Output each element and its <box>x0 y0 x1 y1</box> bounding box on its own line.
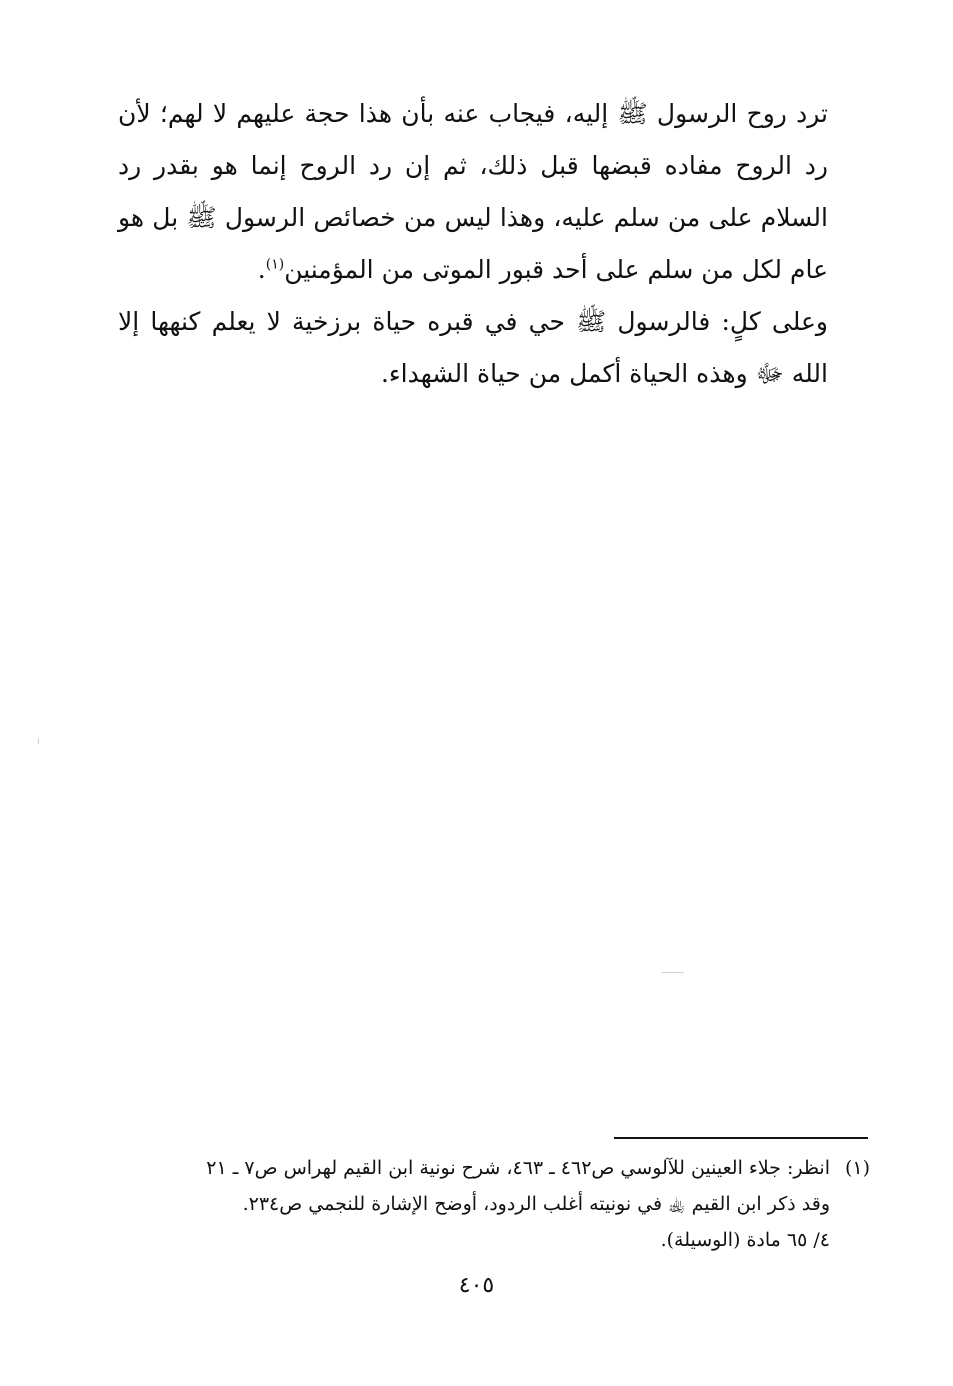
paragraph <box>118 88 828 296</box>
text-line: السلام على من سلم عليه، وهذا ليس من خصائص الرسول ﷺ بل هو <box>118 203 828 232</box>
text-line: رد الروح مفاده قبضها قبل ذلك، ثم إن رد الروح إنما هو بقدر رد <box>118 151 828 180</box>
scan-speck <box>662 972 684 973</box>
footnote <box>118 1150 870 1258</box>
sentence-end: . <box>257 255 266 284</box>
main-text <box>118 88 828 400</box>
footnote-number: (١) <box>844 1157 870 1179</box>
footnote-line: وقد ذكر ابن القيم ﵀ في نونيته أغلب الردود، أوضح الإشارة للنجمي ص٢٣٤. <box>242 1193 830 1215</box>
text-line: وعلى كلٍ: فالرسول ﷺ حي في قبره حياة برزخية لا يعلم كنهها <box>150 307 828 336</box>
text-line: عام لكل من سلم على أحد قبور الموتى من المؤمنين <box>284 255 828 284</box>
scan-speck <box>38 738 39 744</box>
footnote-reference[interactable]: (١) <box>265 256 285 273</box>
text-line: ترد روح الرسول ﷺ إليه، فيجاب عنه بأن هذا حجة عليهم لا لهم؛ لأن <box>118 99 828 128</box>
footnote-line: انظر: جلاء العينين للآلوسي ص٤٦٢ ـ ٤٦٣، شرح نونية ابن القيم لهراس ص٧ ـ ٢١ <box>206 1157 830 1179</box>
paragraph <box>118 296 828 400</box>
footnotes <box>118 1150 870 1258</box>
footnote-text <box>118 1150 830 1258</box>
text-line: إلا الله ﷻ وهذه الحياة أكمل من حياة الشهداء. <box>118 307 828 388</box>
footnote-line: ٤/ ٦٥ مادة (الوسيلة). <box>660 1229 830 1251</box>
page-number: ٤٠٥ <box>458 1273 495 1298</box>
footnote-separator <box>614 1137 868 1139</box>
